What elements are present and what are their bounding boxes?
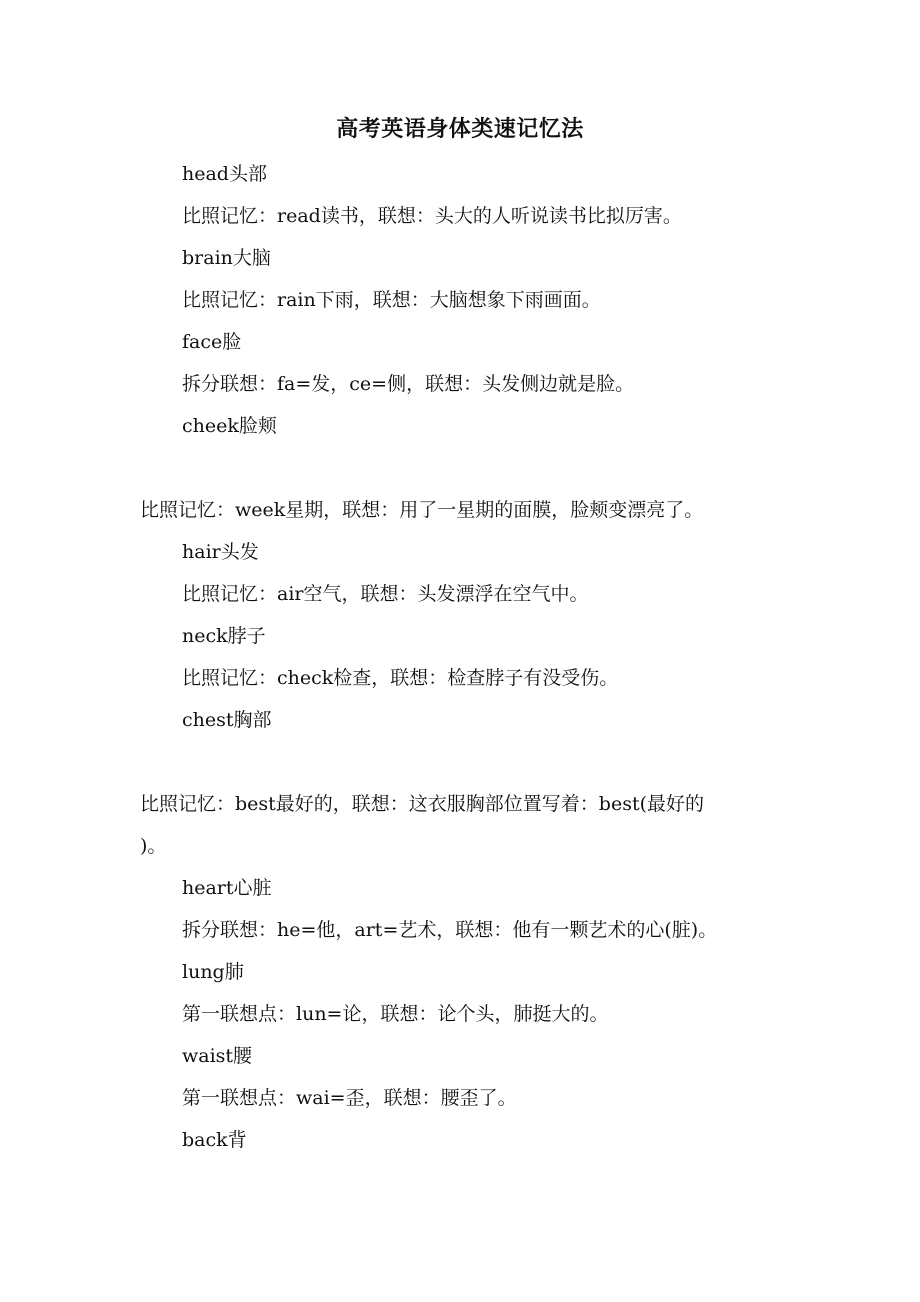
vocab-word-hair: hair头发	[182, 541, 259, 563]
vocab-word-chest: chest胸部	[182, 709, 272, 731]
memory-tip-head: 比照记忆：read读书，联想：头大的人听说读书比拟厉害。	[182, 205, 682, 227]
memory-tip-cheek: 比照记忆：week星期，联想：用了一星期的面膜，脸颊变漂亮了。	[140, 499, 704, 521]
memory-tip-lung: 第一联想点：lun=论，联想：论个头，肺挺大的。	[182, 1003, 609, 1025]
vocab-word-neck: neck脖子	[182, 625, 266, 647]
vocab-word-waist: waist腰	[182, 1045, 253, 1067]
memory-tip-waist: 第一联想点：wai=歪，联想：腰歪了。	[182, 1087, 517, 1109]
memory-tip-heart: 拆分联想：he=他，art=艺术，联想：他有一颗艺术的心(脏)。	[182, 919, 718, 941]
memory-tip-chest-continued: )。	[140, 835, 167, 857]
vocab-word-heart: heart心脏	[182, 877, 272, 899]
memory-tip-hair: 比照记忆：air空气，联想：头发漂浮在空气中。	[182, 583, 589, 605]
memory-tip-face: 拆分联想：fa=发，ce=侧，联想：头发侧边就是脸。	[182, 373, 635, 395]
vocab-word-cheek: cheek脸颊	[182, 415, 277, 437]
vocab-word-lung: lung肺	[182, 961, 244, 983]
memory-tip-neck: 比照记忆：check检查，联想：检查脖子有没受伤。	[182, 667, 619, 689]
vocab-word-back: back背	[182, 1129, 247, 1151]
document-title: 高考英语身体类速记忆法	[336, 116, 584, 142]
vocab-word-face: face脸	[182, 331, 242, 353]
vocab-word-brain: brain大脑	[182, 247, 271, 269]
vocab-word-head: head头部	[182, 163, 267, 185]
memory-tip-chest: 比照记忆：best最好的，联想：这衣服胸部位置写着：best(最好的	[140, 793, 704, 815]
memory-tip-brain: 比照记忆：rain下雨，联想：大脑想象下雨画面。	[182, 289, 601, 311]
